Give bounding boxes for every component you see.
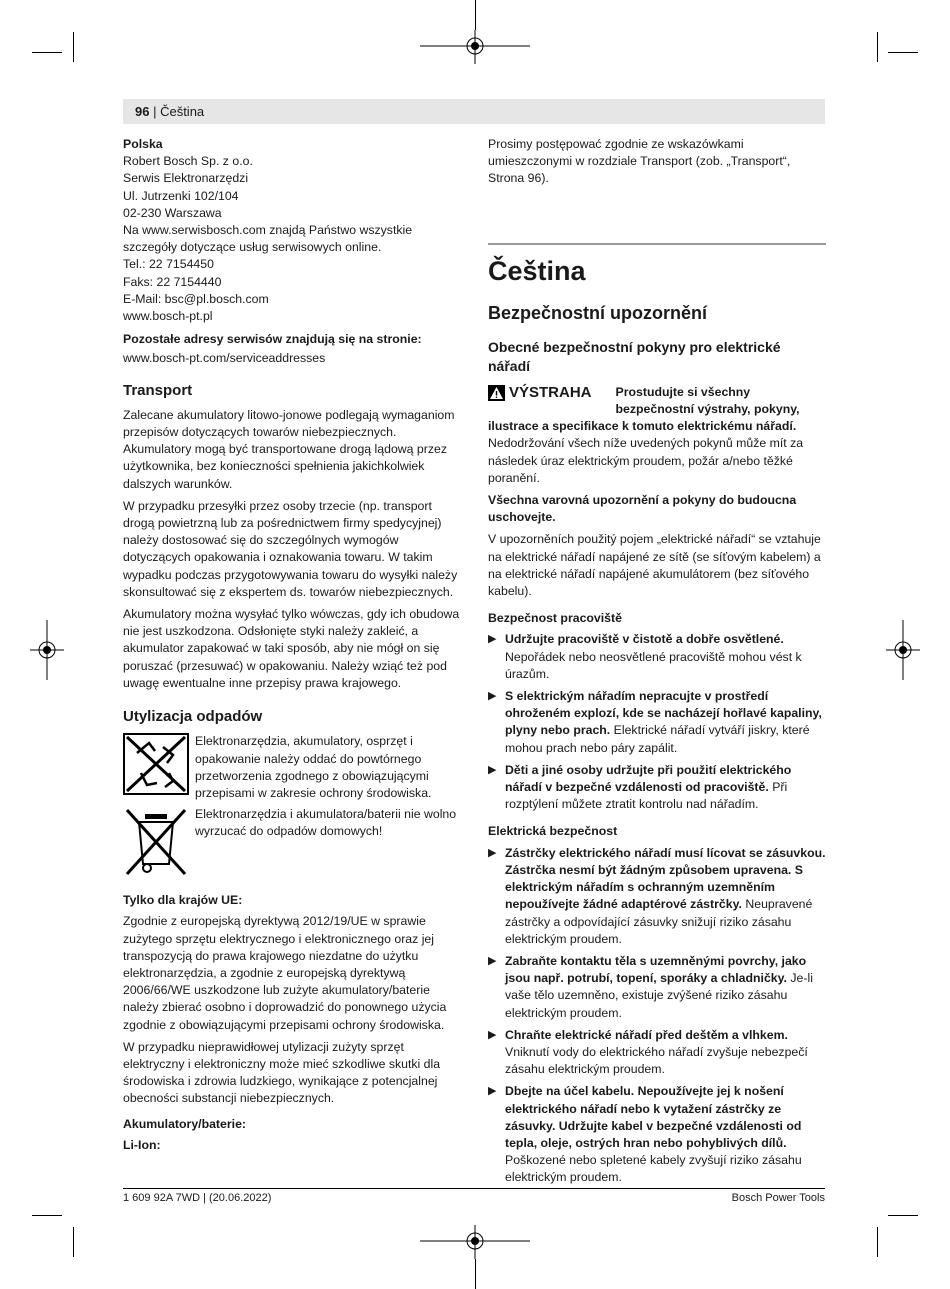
warning-label [488, 384, 592, 402]
crop-mark [73, 1227, 74, 1257]
language-title: Čeština [488, 255, 586, 286]
eu-paragraph: W przypadku nieprawidłowej utylizacji zużyty sprzęt elektryczny i elektroniczny może mieć szkodliwe skutki dla środowiska i zdrowia ludzkiego, wynikające z potencjalnej obecności substancji niebezpiecznych. [123, 1039, 441, 1106]
transport-paragraph: W przypadku przesyłki przez osoby trzecie (np. transport drogą powietrzną lub za pośrednictwem firmy spedycyjnej) należy dostosować się do szczególnych wymogów dotyczących opakowania i oznakowania towaru. W takim wypadku podczas przygotowywania towaru do wysyłki należy skonsultować się z ekspertem ds. towarów niebezpiecznych. [123, 498, 458, 599]
transport-paragraph: Zalecane akumulatory litowo-jonowe podlegają wymaganiom przepisów dotyczących towarów niebezpiecznych. Akumulatory mogą być transportowane drogą lądową przez użytkownika, bez konieczności spełnienia jakichkolwiek dalszych warunków. [123, 407, 455, 491]
item-bold: Zabraňte kontaktu těla s uzemněnými povrchy, jako jsou např. potrubí, topení, sporáky a chladničky. [505, 953, 807, 986]
address-line: 02-230 Warszawa [123, 205, 222, 220]
crop-mark [475, 1259, 476, 1289]
warning-text: Nedodržování všech níže uvedených pokynů může mít za následek úraz elektrickým proudem, požár a/nebo těžké poranění. [488, 436, 804, 485]
crossed-wheelie-bin-icon [123, 806, 189, 878]
item-bold: Udržujte pracoviště v čistotě a dobře osvětlené. [505, 632, 784, 647]
document-code: 1 609 92A 7WD | (20.06.2022) [123, 1192, 272, 1204]
bullet-arrow-icon: ▶ [488, 1028, 497, 1041]
page-header: 96 | Čeština [123, 99, 825, 124]
warning-bold-continuation: ilustrace a specifikace k tomuto elektrickému nářadí. [488, 419, 797, 434]
address-line: Ul. Jutrzenki 102/104 [123, 188, 239, 203]
warning-label-text: VÝSTRAHA [509, 384, 592, 402]
crop-mark [475, 0, 476, 30]
list-item [488, 845, 826, 948]
list-item [488, 631, 826, 683]
left-column [123, 136, 463, 1154]
bullet-arrow-icon: ▶ [488, 633, 497, 646]
warning-triangle-icon [488, 385, 505, 401]
item-bold: Chraňte elektrické nářadí před deštěm a vlhkem. [505, 1027, 788, 1042]
item-text: Elektrické nářadí vytváří jiskry, které mohou prach nebo páry zapálit. [505, 723, 810, 755]
disposal-waste-block [123, 806, 463, 878]
transport-heading: Transport [123, 381, 193, 399]
bullet-arrow-icon: ▶ [488, 846, 497, 859]
item-text: Nepořádek nebo neosvětlené pracoviště mohou vést k úrazům. [505, 649, 802, 681]
bullet-arrow-icon: ▶ [488, 763, 497, 776]
crop-mark [32, 52, 62, 53]
list-item [488, 762, 826, 814]
crop-mark [877, 1227, 878, 1257]
bullet-arrow-icon: ▶ [488, 1085, 497, 1098]
registration-mark-icon [420, 1225, 530, 1259]
disposal-recycling-block [123, 733, 463, 802]
poland-title: Polska [123, 137, 163, 151]
batteries-heading: Akumulatory/baterie: [123, 1116, 246, 1131]
item-bold: Děti a jiné osoby udržujte při použití elektrického nářadí v bezpečné vzdálenosti od pracoviště. [505, 762, 792, 795]
registration-mark-icon [886, 620, 920, 680]
warning-bold-text: Prostudujte si všechny bezpečnostní výstrahy, pokyny, [615, 384, 800, 417]
crop-mark [73, 32, 74, 62]
bullet-arrow-icon: ▶ [488, 954, 497, 967]
online-service-text: Na www.serwisbosch.com znajdą Państwo wszystkie szczegóły dotyczące usług serwisowych online. [123, 223, 413, 255]
electrical-heading: Elektrická bezpečnost [488, 824, 618, 839]
address-line: Serwis Elektronarzędzi [123, 171, 249, 186]
list-item [488, 953, 826, 1022]
crop-mark [888, 1215, 918, 1216]
registration-mark-icon [30, 620, 64, 680]
crop-mark [888, 52, 918, 53]
disposal-heading: Utylizacja odpadów [123, 708, 263, 726]
item-text: Je-li vaše tělo uzemněno, existuje zvýšené riziko zásahu elektrickým proudem. [505, 971, 813, 1020]
item-text: Při rozptýlení můžete ztratit kontrolu nad nářadím. [505, 780, 788, 812]
crop-mark [32, 1215, 62, 1216]
item-text: Poškozené nebo spletené kabely zvyšují riziko zásahu elektrickým proudem. [505, 1153, 802, 1185]
address-line: Robert Bosch Sp. z o.o. [123, 154, 253, 169]
general-safety-title: Obecné bezpečnostní pokyny pro elektrické nářadí [488, 338, 781, 374]
contact-link[interactable]: www.bosch-pt.pl [123, 309, 213, 324]
safety-title: Bezpečnostní upozornění [488, 302, 708, 323]
header-language: Čeština [160, 104, 205, 119]
item-bold: S elektrickým nářadím nepracujte v prostředí ohroženém explozí, kde se nacházejí hořlavé kapaliny, plyny nebo prach. [505, 689, 822, 738]
list-item [488, 688, 826, 757]
transport-paragraph: Akumulatory można wysyłać tylko wówczas, gdy ich obudowa nie jest uszkodzona. Odsłonięte styki należy zakleić, a akumulator zapakować w taki sposób, aby nie mógł on się poruszać (przesuwać) w opakowaniu. Należy wziąć też pod uwagę ewentualne inne przepisy prawa krajowego. [123, 607, 460, 690]
contact-line: Faks: 22 7154440 [123, 274, 222, 289]
right-column [488, 136, 826, 1192]
item-bold: Zástrčky elektrického nářadí musí lícovat se zásuvkou. Zástrčka nesmí být žádným způsobem upravena. S elektrickým nářadím s ochranným uzemněním nepoužívejte žádné adaptérové zástrčky. [505, 845, 826, 912]
contact-line: E-Mail: bsc@pl.bosch.com [123, 291, 269, 306]
term-definition: V upozorněních použitý pojem „elektrické nářadí“ se vztahuje na elektrické nářadí napájené ze sítě (se síťovým kabelem) a na elektrické nářadí napájené akumulátorem (bez síťového kabelu). [488, 532, 821, 599]
disposal-text: Elektronarzędzia, akumulatory, osprzęt i opakowanie należy oddać do powtórnego przetworzenia zgodnego z obowiązującymi przepisami w zakresie ochrony środowiska. [195, 734, 432, 800]
other-addresses-heading: Pozostałe adresy serwisów znajdują się na stronie: [123, 332, 422, 347]
item-bold: Dbejte na účel kabelu. Nepoužívejte jej k nošení elektrického nářadí nebo k vytažení zástrčky ze zásuvky. Udržujte kabel v bezpečné vzdálenosti od tepla, oleje, ostrých hran nebo pohyblivých dílů. [505, 1084, 802, 1150]
li-ion-label: Li-Ion: [123, 1137, 161, 1152]
disposal-household-text: Elektronarzędzia i akumulatora/baterii nie wolno wyrzucać do odpadów domowych! [195, 807, 457, 839]
workplace-heading: Bezpečnost pracoviště [488, 611, 622, 626]
transport-reference: Prosimy postępować zgodnie ze wskazówkami umieszczonymi w rozdziale Transport (zob. „Transport“, Strona 96). [488, 137, 791, 186]
crop-mark [877, 32, 878, 62]
item-text: Neupravené zástrčky a odpovídající zásuvky snižují riziko zásahu elektrickým proudem. [505, 897, 813, 946]
warning-row [488, 384, 826, 418]
brand-footer: Bosch Power Tools [731, 1192, 825, 1204]
eu-paragraph: Zgodnie z europejską dyrektywą 2012/19/UE w sprawie zużytego sprzętu elektrycznego i elektronicznego oraz jej transpozycją do prawa krajowego niezdatne do użytku elektronarzędzia, a zgodnie z europejską dyrektywą 2006/66/WE uszkodzone lub zużyte akumulatory/baterie należy zbierać osobno i doprowadzić do ponownego użycia zgodnie z obowiązującymi przepisami ochrony środowiska. [123, 914, 447, 1032]
list-item [488, 1027, 826, 1079]
eu-heading: Tylko dla krajów UE: [123, 893, 243, 908]
bullet-arrow-icon: ▶ [488, 690, 497, 703]
item-text: Vniknutí vody do elektrického nářadí zvyšuje nebezpečí zásahu elektrickým proudem. [505, 1044, 808, 1077]
service-addresses-link[interactable]: www.bosch-pt.com/serviceaddresses [123, 351, 326, 366]
page-footer [123, 1188, 825, 1204]
keep-instructions: Všechna varovná upozornění a pokyny do budoucna uschovejte. [488, 493, 797, 525]
recycling-symbol-icon [123, 733, 189, 795]
page-number: 96 [135, 104, 150, 119]
list-item [488, 1083, 826, 1186]
registration-mark-icon [420, 30, 530, 64]
contact-line: Tel.: 22 7154450 [123, 257, 214, 272]
